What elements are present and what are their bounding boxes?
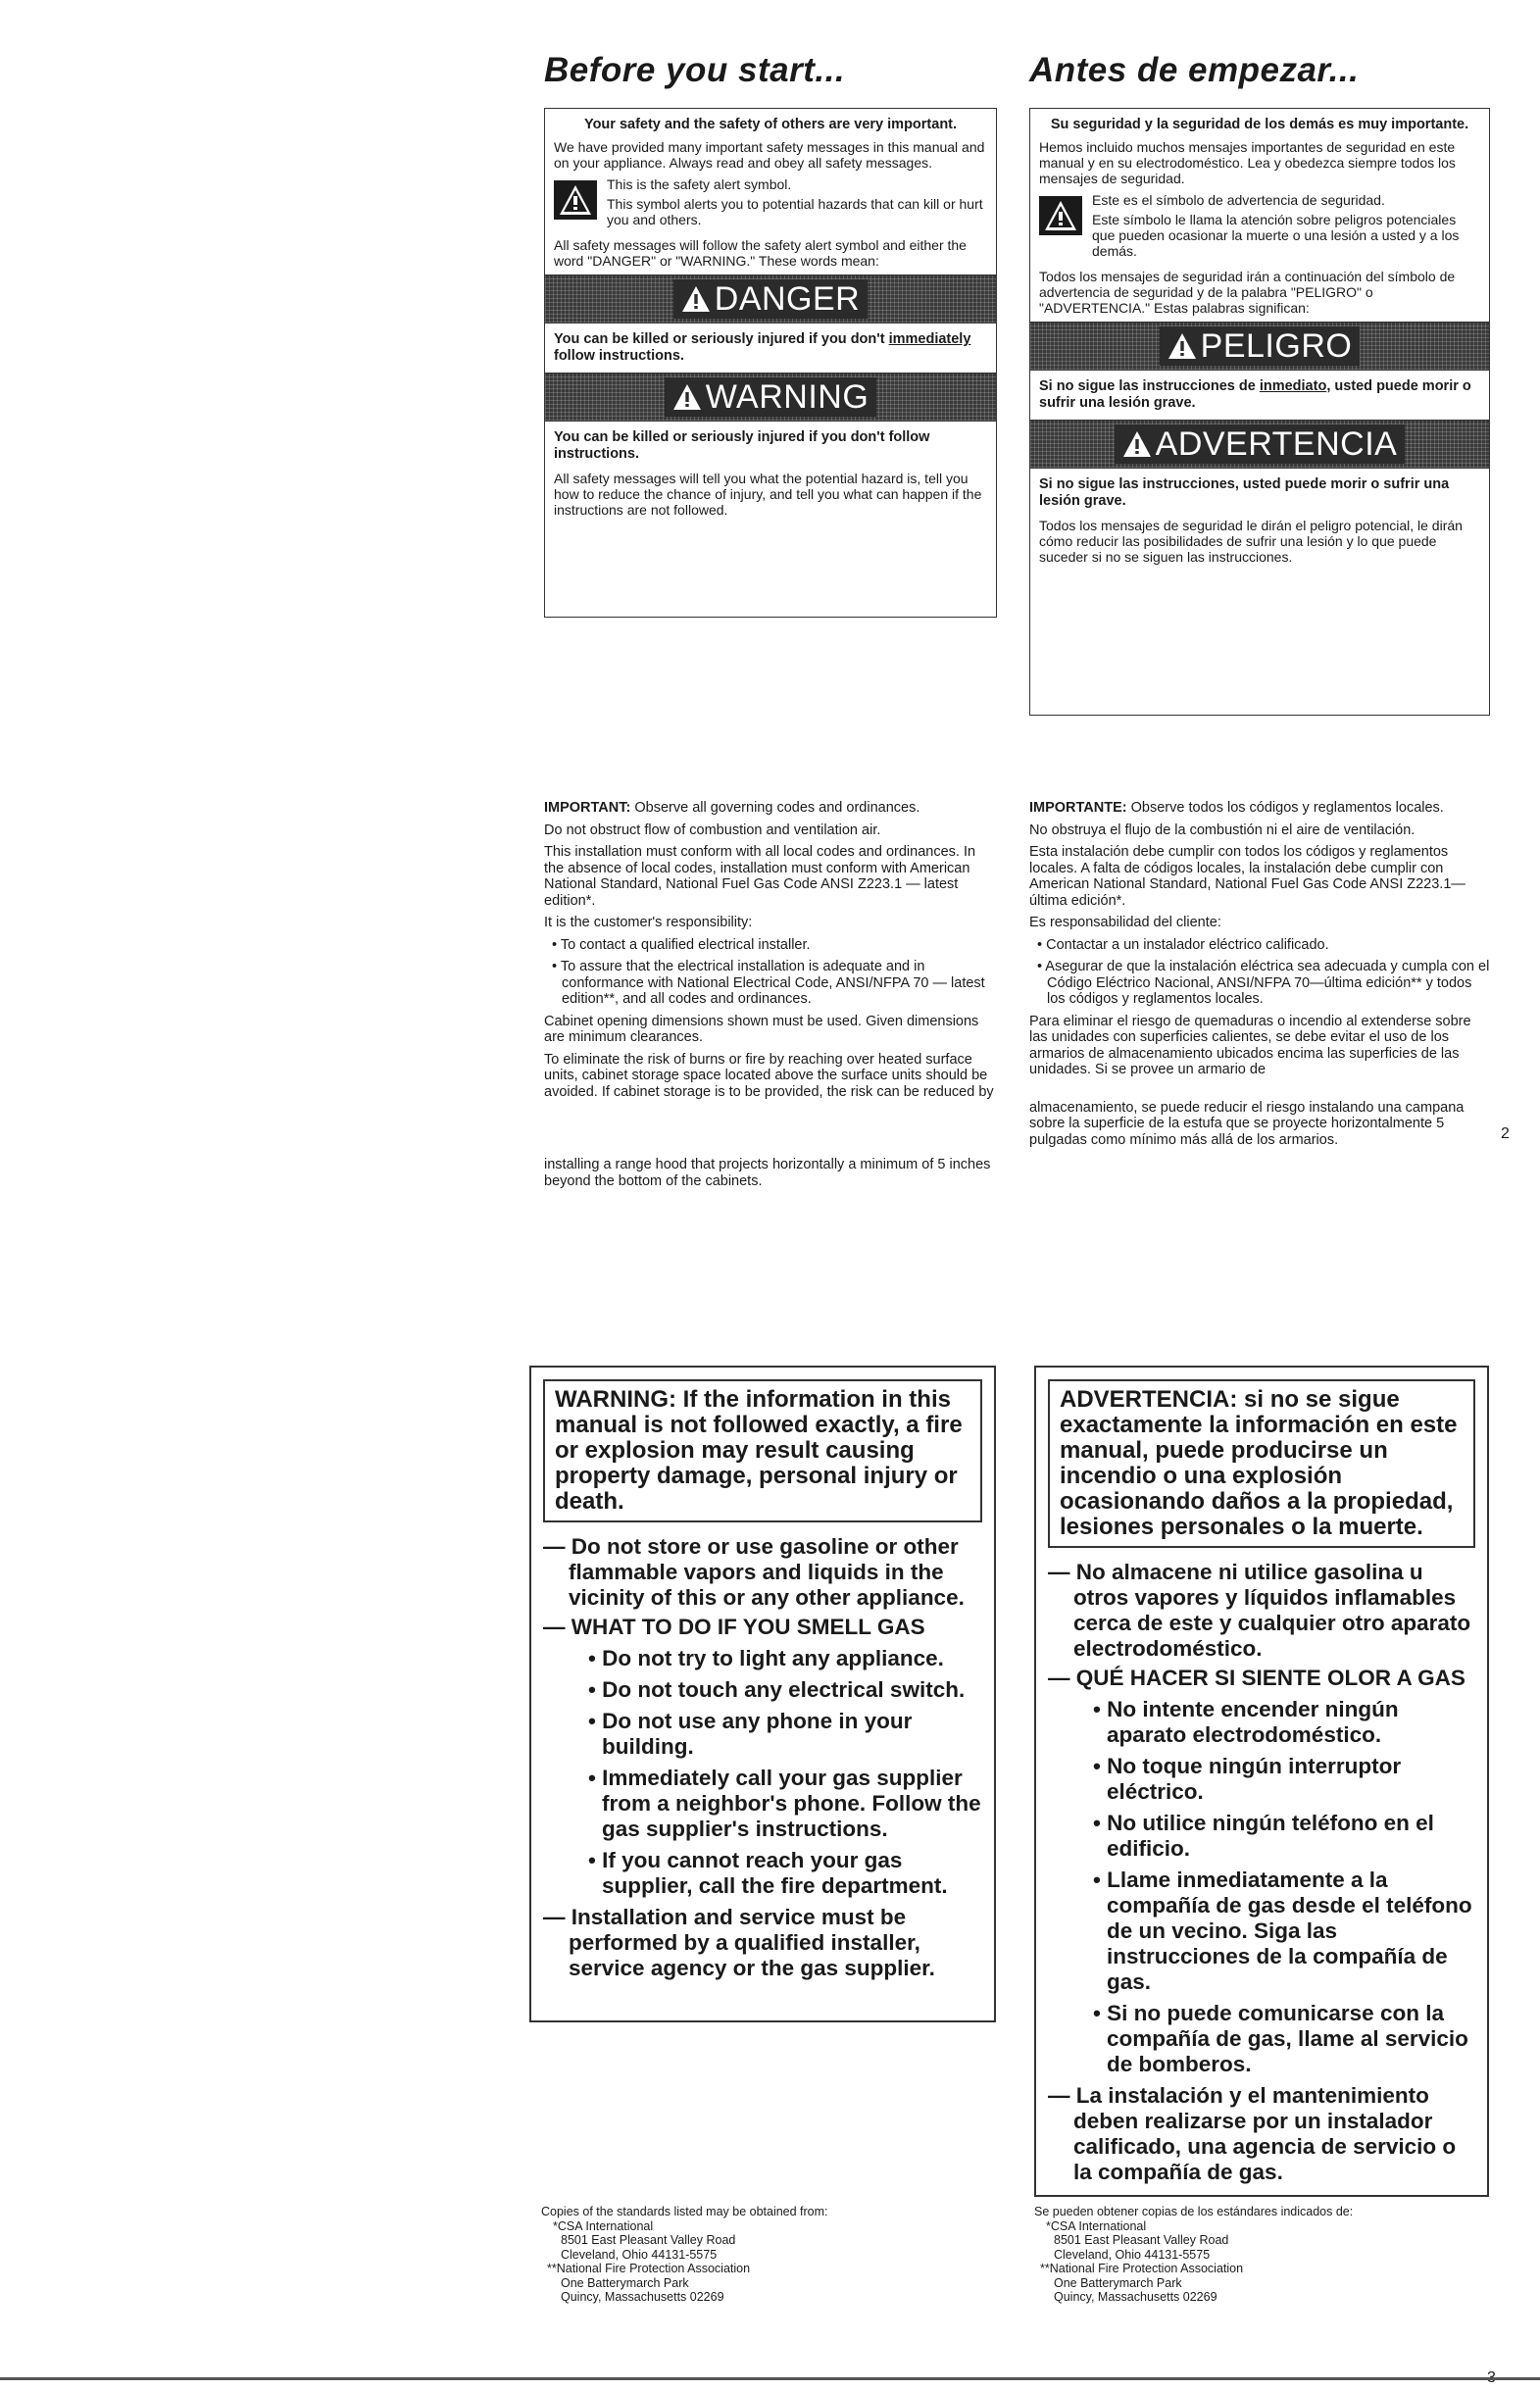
safety-closing-es: Todos los mensajes de seguridad le dirán el peligro potencial, le dirán cómo reducir las posibilidades de sufrir una lesión y lo que puede suceder si no se siguen las instrucciones. [1039, 518, 1463, 565]
footnote-csa-address-2-es: Cleveland, Ohio 44131-5575 [1054, 2247, 1211, 2262]
english-column [544, 51, 997, 1195]
paragraph-airflow: Do not obstruct flow of combustion and ventilation air. [544, 822, 881, 838]
alert-symbol-text-es: Este es el símbolo de advertencia de seguridad. [1092, 192, 1385, 208]
gas-warning-smell-gas-es: — QUÉ HACER SI SIENTE OLOR A GAS [1048, 1666, 1465, 1690]
danger-alert-icon [681, 285, 711, 313]
footnote-nfpa-address-2: Quincy, Massachusetts 02269 [561, 2290, 724, 2304]
gas-warning-step-5-es: • Si no puede comunicarse con la compañía de gas, llame al servicio de bomberos. [1093, 2001, 1468, 2076]
alert-symbol-text: This is the safety alert symbol. [607, 176, 792, 192]
footnote-csa-name-es: *CSA International [1046, 2218, 1147, 2233]
paragraph-responsibility-es: Es responsabilidad del cliente: [1029, 915, 1221, 930]
bullet-installer: • To contact a qualified electrical installer. [552, 936, 811, 953]
gas-warning-head-es: ADVERTENCIA: si no se sigue exactamente la información en este manual, puede producirse un incendio o una explosión ocasionando daños a la propiedad, lesiones personales o la muerte. [1048, 1379, 1475, 1548]
gas-warning-smell-gas: — WHAT TO DO IF YOU SMELL GAS [543, 1615, 925, 1639]
warning-alert-icon [672, 383, 702, 411]
page-number-2: 2 [1501, 1125, 1510, 1142]
gas-warning-step-2: • Do not touch any electrical switch. [588, 1677, 966, 1702]
paragraph-range-hood-es: almacenamiento, se puede reducir el riesgo instalando una campana sobre la superficie de la estufa que se proyecte horizontalmente 5 pulgadas como mínimo más allá de los armarios. [1029, 1099, 1465, 1148]
safety-closing: All safety messages will tell you what the potential hazard is, tell you how to reduce the chance of injury, and tell you what can happen if the instructions are not followed. [554, 471, 982, 518]
warning-word: WARNING [705, 378, 869, 416]
safety-intro-es: Hemos incluido muchos mensajes importantes de seguridad en este manual y en su electrodoméstico. Lea y obedezca siempre todos los mensajes de seguridad. [1039, 139, 1456, 186]
paragraph-codes-es: Esta instalación debe cumplir con todos los códigos y reglamentos locales. A falta de códigos locales, la instalación debe cumplir con American National Standard, National Fuel Gas Code ANSI Z223.1— última edición*. [1029, 844, 1465, 909]
warning-message: You can be killed or seriously injured if you don't follow instructions. [554, 429, 930, 462]
gas-warning-step-3-es: • No utilice ningún teléfono en el edificio. [1093, 1811, 1434, 1861]
paragraph-burn-risk-es: Para eliminar el riesgo de quemaduras o incendio al extenderse sobre las unidades con superficies calientes, se debe evitar el uso de los armarios de almacenamiento ubicados encima las superficies de las unidades. Si se provee un armario de [1029, 1013, 1471, 1077]
safety-alert-icon [554, 180, 597, 220]
safety-box-title-es: Su seguridad y la seguridad de los demás es muy importante. [1050, 117, 1469, 132]
important-note: IMPORTANT: Observe all governing codes and ordinances. [544, 800, 920, 816]
safety-intro: We have provided many important safety messages in this manual and on your appliance. Always read and obey all safety messages. [554, 139, 985, 171]
safety-box-es [1029, 108, 1490, 716]
advertencia-word: ADVERTENCIA [1155, 425, 1398, 463]
gas-warning-step-1: • Do not try to light any appliance. [588, 1646, 944, 1670]
bullet-electrical-es: • Asegurar de que la instalación eléctrica sea adecuada y cumpla con el Código Eléctrico Nacional, ANSI/NFPA 70—última edición** y todos los códigos y reglamentos locales. [1037, 959, 1490, 1007]
danger-message: You can be killed or seriously injured if you don't immediately follow instructions. [554, 331, 971, 364]
danger-banner [545, 274, 996, 324]
footnote-nfpa-name-es: **National Fire Protection Association [1040, 2262, 1244, 2275]
gas-warning-step-4: • Immediately call your gas supplier from a neighbor's phone. Follow the gas supplier's instructions. [588, 1766, 981, 1841]
peligro-alert-icon [1167, 332, 1197, 360]
gas-warning-flammable: — Do not store or use gasoline or other flammable vapors and liquids in the vicinity of this or any other appliance. [543, 1534, 965, 1610]
footnote-nfpa-name: **National Fire Protection Association [547, 2262, 751, 2275]
peligro-banner [1030, 322, 1489, 371]
paragraph-codes: This installation must conform with all local codes and ordinances. In the absence of local codes, installation must conform with American National Standard, National Fuel Gas Code ANSI Z223.1 — latest edition*. [544, 844, 976, 909]
alert-desc-text: This symbol alerts you to potential hazards that can kill or hurt you and others. [607, 196, 983, 227]
peligro-word: PELIGRO [1200, 327, 1353, 365]
spanish-column [1029, 51, 1490, 1154]
footnotes-es [1034, 2205, 1485, 2305]
footnotes [541, 2205, 972, 2305]
paragraph-cabinet: Cabinet opening dimensions shown must be used. Given dimensions are minimum clearances. [544, 1013, 979, 1045]
peligro-message: Si no sigue las instrucciones de inmediato, usted puede morir o sufrir una lesión grave. [1039, 378, 1471, 411]
alert-desc-text-es: Este símbolo le llama la atención sobre peligros potenciales que pueden ocasionar la muerte o una lesión a usted y a los demás. [1092, 212, 1460, 259]
footnote-csa-name: *CSA International [553, 2218, 654, 2233]
bullet-electrical: • To assure that the electrical installation is adequate and in conformance with National Electrical Code, ANSI/NFPA 70 — latest edition**, and all codes and ordinances. [552, 959, 985, 1007]
gas-warning-installation: — Installation and service must be performed by a qualified installer, service agency or the gas supplier. [543, 1905, 935, 1980]
safety-box-title: Your safety and the safety of others are very important. [583, 117, 958, 132]
alert-symbol-row-es [1039, 192, 1480, 263]
gas-warning-step-4-es: • Llame inmediatamente a la compañía de gas desde el teléfono de un vecino. Siga las instrucciones de la compañía de gas. [1093, 1868, 1472, 1994]
gas-warning-step-2-es: • No toque ningún interruptor eléctrico. [1093, 1754, 1402, 1804]
footnote-nfpa-address-1-es: One Batterymarch Park [1054, 2275, 1182, 2290]
footnotes-intro: Copies of the standards listed may be obtained from: [541, 2205, 828, 2218]
gas-warning-box-es [1034, 1366, 1489, 2197]
all-messages-text: All safety messages will follow the safety alert symbol and either the word "DANGER" or "WARNING." These words mean: [554, 237, 967, 269]
all-messages-text-es: Todos los mensajes de seguridad irán a continuación del símbolo de advertencia de seguridad y de la palabra "PELIGRO" o "ADVERTENCIA." Estas palabras significan: [1039, 269, 1456, 316]
gas-warning-flammable-es: — No almacene ni utilice gasolina u otros vapores y líquidos inflamables cerca de este y cualquier otro aparato electrodoméstico. [1048, 1560, 1471, 1661]
warning-banner [545, 373, 996, 422]
safety-alert-icon-es [1039, 196, 1082, 235]
paragraph-burn-risk: To eliminate the risk of burns or fire by reaching over heated surface units, cabinet storage space located above the surface units should be avoided. If cabinet storage is to be provided, the risk can be reduced by [544, 1051, 994, 1100]
gas-warning-box [529, 1366, 996, 2022]
paragraph-range-hood: installing a range hood that projects horizontally a minimum of 5 inches beyond the bottom of the cabinets. [544, 1157, 991, 1189]
advertencia-message: Si no sigue las instrucciones, usted puede morir o sufrir una lesión grave. [1039, 476, 1450, 509]
safety-box [544, 108, 997, 618]
footnotes-intro-es: Se pueden obtener copias de los estándares indicados de: [1034, 2205, 1354, 2218]
alert-symbol-row [554, 176, 987, 231]
important-note-es: IMPORTANTE: Observe todos los códigos y reglamentos locales. [1029, 800, 1444, 816]
paragraph-responsibility: It is the customer's responsibility: [544, 915, 753, 930]
gas-warning-step-5: • If you cannot reach your gas supplier, call the fire department. [588, 1848, 948, 1898]
gas-warning-installation-es: — La instalación y el mantenimiento deben realizarse por un instalador calificado, una agencia de servicio o la compañía de gas. [1048, 2083, 1457, 2184]
advertencia-banner [1030, 420, 1489, 469]
gas-warning-step-3: • Do not use any phone in your building. [588, 1709, 913, 1759]
heading-before-you-start: Before you start... [544, 51, 846, 89]
advertencia-alert-icon [1122, 430, 1152, 458]
gas-warning-head: WARNING: If the information in this manual is not followed exactly, a fire or explosion may result causing property damage, personal injury or death. [543, 1379, 982, 1522]
bullet-installer-es: • Contactar a un instalador eléctrico calificado. [1037, 936, 1329, 953]
heading-antes-de-empezar: Antes de empezar... [1029, 51, 1360, 89]
gas-warning-step-1-es: • No intente encender ningún aparato electrodoméstico. [1093, 1697, 1399, 1747]
footnote-csa-address-1: 8501 East Pleasant Valley Road [561, 2233, 736, 2247]
page-bottom-rule [0, 2377, 1540, 2380]
paragraph-airflow-es: No obstruya el flujo de la combustión ni el aire de ventilación. [1029, 822, 1416, 838]
danger-word: DANGER [714, 280, 861, 318]
footnote-nfpa-address-1: One Batterymarch Park [561, 2275, 689, 2290]
footnote-nfpa-address-2-es: Quincy, Massachusetts 02269 [1054, 2290, 1217, 2304]
footnote-csa-address-2: Cleveland, Ohio 44131-5575 [561, 2247, 718, 2262]
footnote-csa-address-1-es: 8501 East Pleasant Valley Road [1054, 2233, 1229, 2247]
